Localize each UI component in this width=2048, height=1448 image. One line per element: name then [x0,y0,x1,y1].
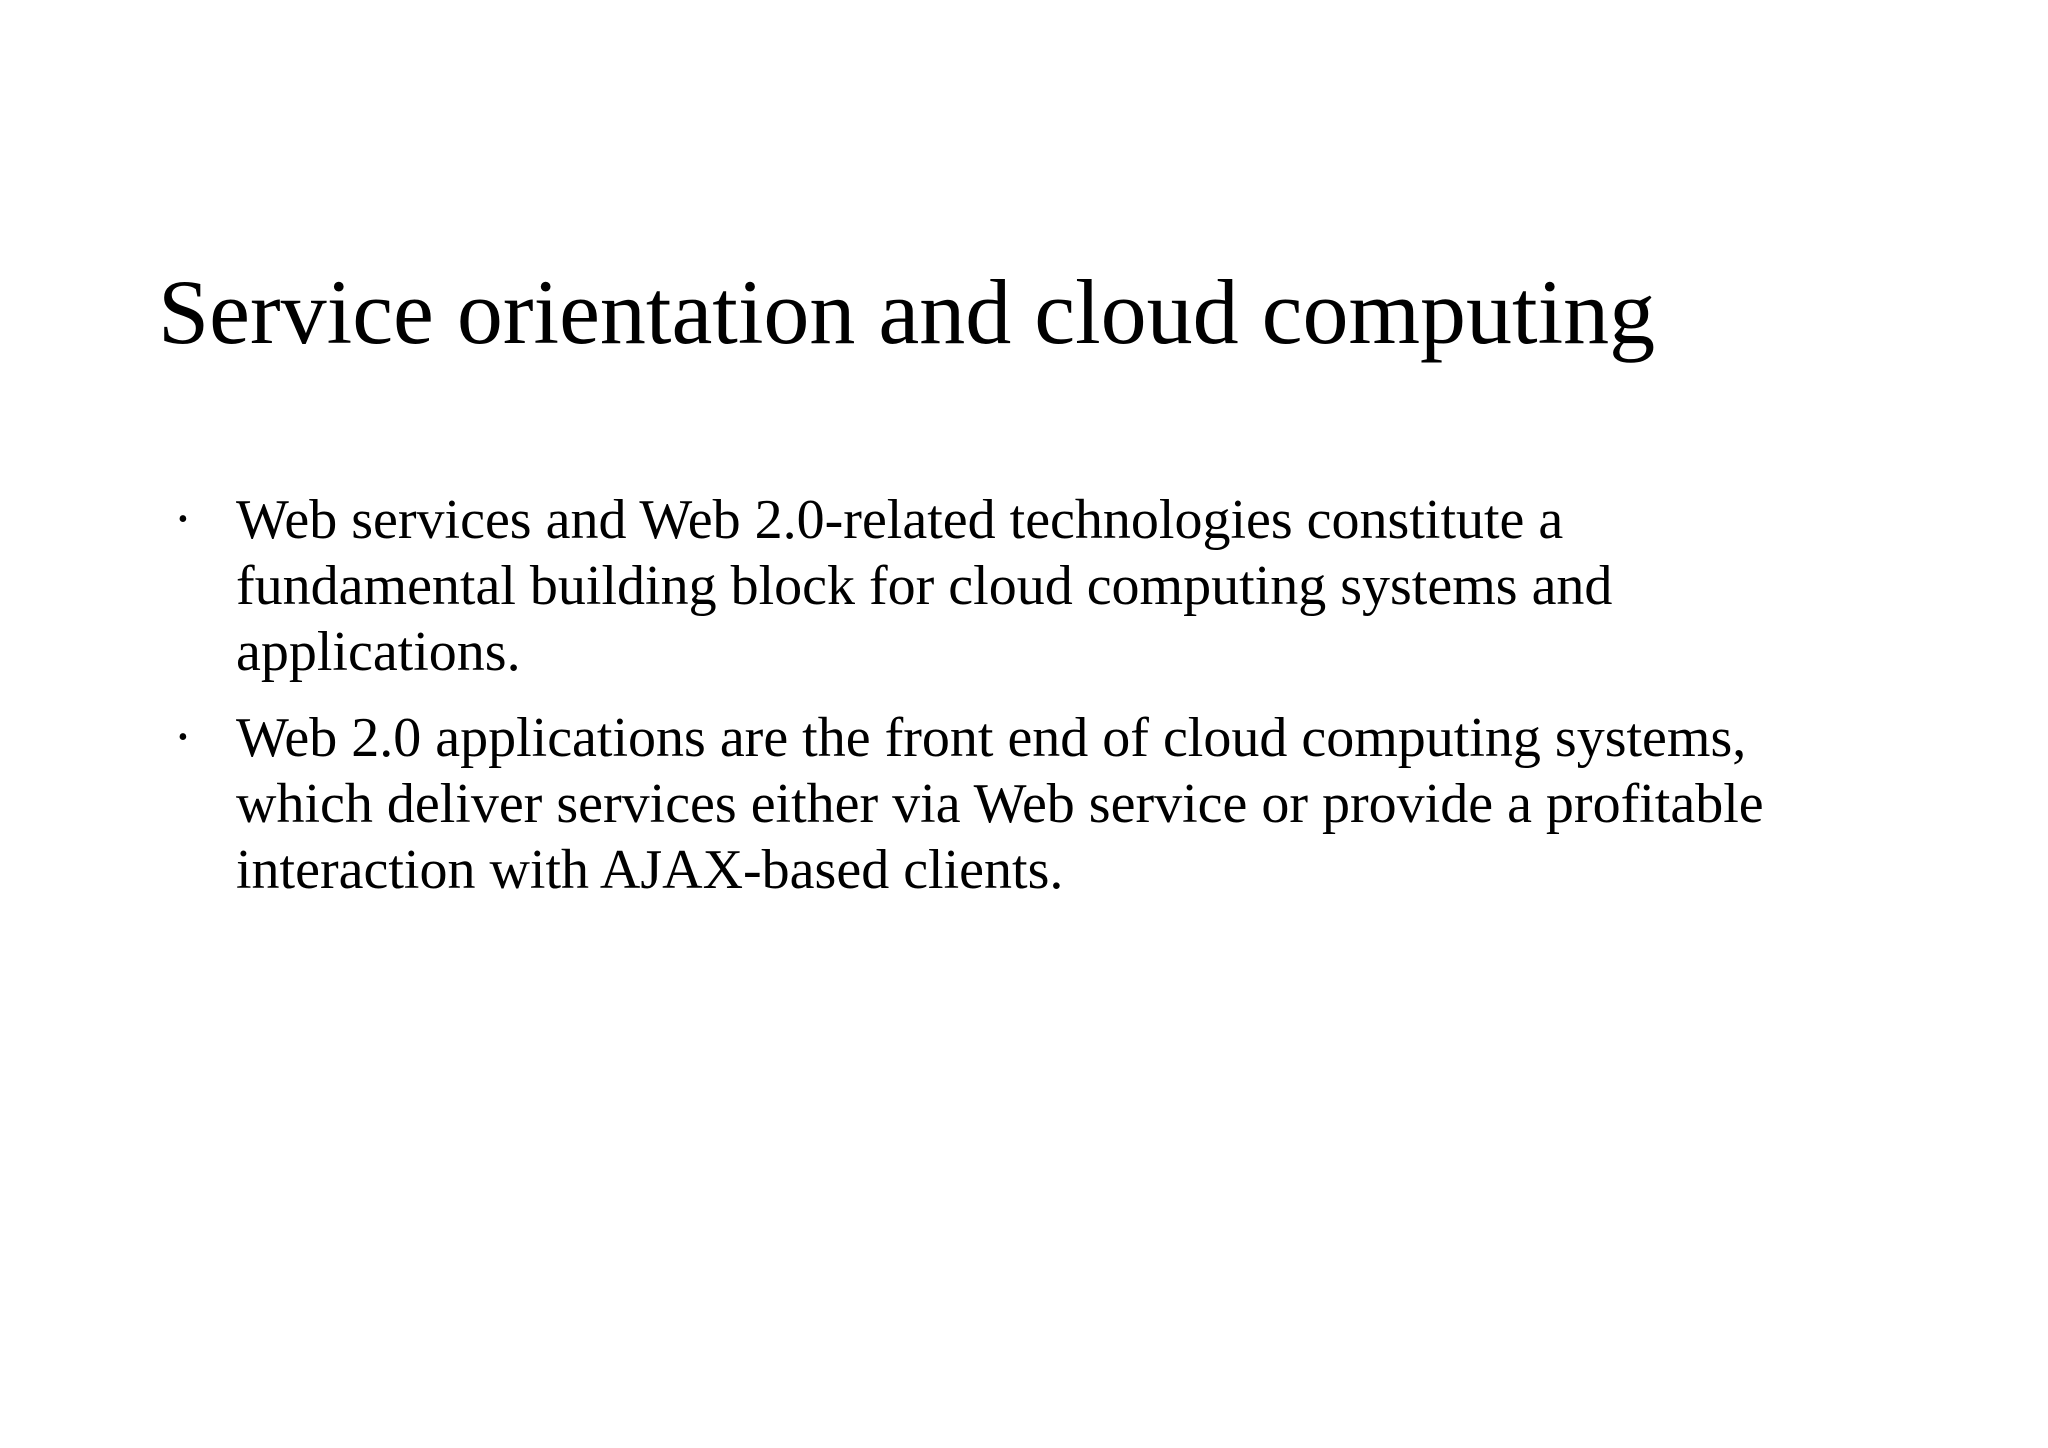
bullet-line: interaction with AJAX-based clients. [236,839,1064,901]
bullet-item [178,487,1898,685]
bullet-item [178,705,1898,903]
bullet-list [178,487,1898,923]
bullet-marker-icon: • [178,722,188,753]
bullet-line: fundamental building block for cloud computing systems and [236,555,1613,617]
bullet-line: Web 2.0 applications are the front end of cloud computing systems, [236,707,1747,769]
bullet-line: applications. [236,621,521,683]
bullet-line: Web services and Web 2.0-related technologies constitute a [236,489,1564,551]
bullet-line: which deliver services either via Web service or provide a profitable [236,773,1764,835]
slide-title: Service orientation and cloud computing [158,261,1656,363]
bullet-marker-icon: • [178,504,188,535]
